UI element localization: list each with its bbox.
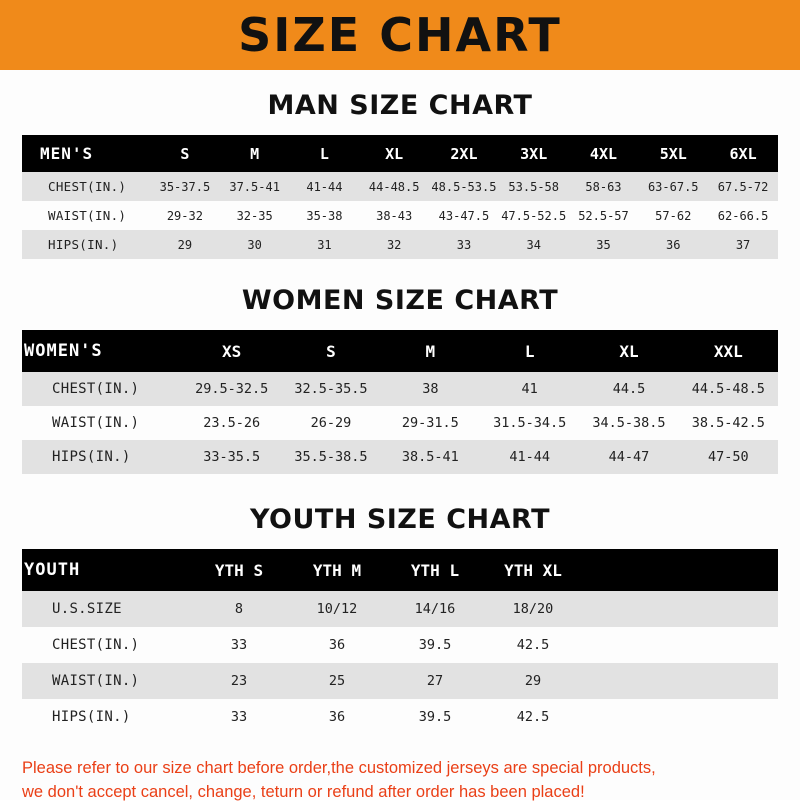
man-table-body	[22, 172, 778, 259]
youth-col-2: YTH L	[386, 549, 484, 591]
women-table-body	[22, 372, 778, 474]
women-col-5: XXL	[679, 330, 778, 372]
order-policy-note-line-2: we don't accept cancel, change, teturn or refund after order has been placed!	[22, 782, 585, 801]
women-cell-2-2: 38.5-41	[381, 440, 480, 474]
man-cell-1-4: 43-47.5	[429, 201, 499, 230]
table-row	[22, 372, 778, 406]
man-cell-2-5: 34	[499, 230, 569, 259]
man-cell-1-6: 52.5-57	[569, 201, 639, 230]
man-cell-0-3: 44-48.5	[359, 172, 429, 201]
youth-cell-1-3: 42.5	[484, 627, 582, 663]
section-youth	[0, 504, 800, 735]
page-banner	[0, 0, 800, 70]
man-cell-2-2: 31	[290, 230, 360, 259]
youth-cell-3-0: 33	[190, 699, 288, 735]
order-policy-note	[22, 757, 778, 805]
youth-table-head	[22, 549, 778, 591]
youth-col-5	[680, 549, 778, 591]
youth-cell-2-4	[582, 663, 680, 699]
man-cell-1-2: 35-38	[290, 201, 360, 230]
youth-cell-3-3: 42.5	[484, 699, 582, 735]
youth-cell-1-0: 33	[190, 627, 288, 663]
table-header-row	[22, 330, 778, 372]
youth-cell-2-1: 25	[288, 663, 386, 699]
man-table-head	[22, 135, 778, 172]
women-col-0: XS	[182, 330, 281, 372]
man-cell-0-6: 58-63	[569, 172, 639, 201]
man-row-0-label: CHEST(IN.)	[22, 172, 150, 201]
women-cell-1-5: 38.5-42.5	[679, 406, 778, 440]
man-col-6: 4XL	[569, 135, 639, 172]
youth-row-2-label: WAIST(IN.)	[22, 663, 190, 699]
women-size-table	[22, 330, 778, 474]
man-cell-0-5: 53.5-58	[499, 172, 569, 201]
youth-cell-0-3: 18/20	[484, 591, 582, 627]
man-cell-2-8: 37	[708, 230, 778, 259]
women-cell-2-0: 33-35.5	[182, 440, 281, 474]
youth-size-table	[22, 549, 778, 735]
table-row	[22, 663, 778, 699]
man-col-1: M	[220, 135, 290, 172]
man-size-table	[22, 135, 778, 259]
man-col-4: 2XL	[429, 135, 499, 172]
man-cell-1-3: 38-43	[359, 201, 429, 230]
women-row-2-label: HIPS(IN.)	[22, 440, 182, 474]
man-cell-1-5: 47.5-52.5	[499, 201, 569, 230]
table-row	[22, 699, 778, 735]
youth-cell-2-2: 27	[386, 663, 484, 699]
women-col-2: M	[381, 330, 480, 372]
table-row	[22, 406, 778, 440]
man-cell-1-8: 62-66.5	[708, 201, 778, 230]
section-women	[0, 285, 800, 474]
youth-cell-3-2: 39.5	[386, 699, 484, 735]
man-cell-2-6: 35	[569, 230, 639, 259]
man-col-7: 5XL	[638, 135, 708, 172]
man-cell-0-1: 37.5-41	[220, 172, 290, 201]
man-cell-1-1: 32-35	[220, 201, 290, 230]
youth-cell-0-2: 14/16	[386, 591, 484, 627]
man-cell-0-4: 48.5-53.5	[429, 172, 499, 201]
youth-cell-1-2: 39.5	[386, 627, 484, 663]
man-cell-0-8: 67.5-72	[708, 172, 778, 201]
man-col-0: S	[150, 135, 220, 172]
man-cell-1-0: 29-32	[150, 201, 220, 230]
youth-cell-1-1: 36	[288, 627, 386, 663]
youth-cell-3-5	[680, 699, 778, 735]
table-header-row	[22, 135, 778, 172]
women-cell-0-4: 44.5	[579, 372, 678, 406]
man-row-header-label: MEN'S	[22, 135, 150, 172]
man-cell-0-2: 41-44	[290, 172, 360, 201]
women-row-1-label: WAIST(IN.)	[22, 406, 182, 440]
man-row-1-label: WAIST(IN.)	[22, 201, 150, 230]
table-row	[22, 172, 778, 201]
youth-cell-3-1: 36	[288, 699, 386, 735]
section-title-women: WOMEN SIZE CHART	[241, 285, 559, 316]
man-cell-2-4: 33	[429, 230, 499, 259]
women-col-3: L	[480, 330, 579, 372]
youth-cell-0-5	[680, 591, 778, 627]
women-cell-0-0: 29.5-32.5	[182, 372, 281, 406]
women-cell-2-3: 41-44	[480, 440, 579, 474]
youth-cell-0-1: 10/12	[288, 591, 386, 627]
women-table-head	[22, 330, 778, 372]
man-col-3: XL	[359, 135, 429, 172]
man-col-5: 3XL	[499, 135, 569, 172]
youth-cell-2-5	[680, 663, 778, 699]
women-cell-1-1: 26-29	[281, 406, 380, 440]
section-man	[0, 90, 800, 259]
youth-cell-0-4	[582, 591, 680, 627]
section-title-man: MAN SIZE CHART	[267, 90, 533, 121]
women-cell-1-2: 29-31.5	[381, 406, 480, 440]
man-col-8: 6XL	[708, 135, 778, 172]
man-cell-2-3: 32	[359, 230, 429, 259]
youth-row-0-label: U.S.SIZE	[22, 591, 190, 627]
youth-cell-1-5	[680, 627, 778, 663]
youth-cell-2-3: 29	[484, 663, 582, 699]
youth-col-0: YTH S	[190, 549, 288, 591]
youth-cell-0-0: 8	[190, 591, 288, 627]
youth-col-3: YTH XL	[484, 549, 582, 591]
man-col-2: L	[290, 135, 360, 172]
women-col-4: XL	[579, 330, 678, 372]
man-cell-2-7: 36	[638, 230, 708, 259]
section-title-youth: YOUTH SIZE CHART	[249, 504, 551, 535]
table-row	[22, 201, 778, 230]
women-cell-2-1: 35.5-38.5	[281, 440, 380, 474]
women-cell-1-4: 34.5-38.5	[579, 406, 678, 440]
man-cell-2-1: 30	[220, 230, 290, 259]
youth-cell-2-0: 23	[190, 663, 288, 699]
women-row-header-label: WOMEN'S	[22, 330, 182, 372]
table-row	[22, 230, 778, 259]
order-policy-note-line-1: Please refer to our size chart before order,the customized jerseys are special products,	[22, 759, 656, 777]
man-cell-2-0: 29	[150, 230, 220, 259]
table-row	[22, 591, 778, 627]
youth-cell-1-4	[582, 627, 680, 663]
youth-col-1: YTH M	[288, 549, 386, 591]
table-row	[22, 440, 778, 474]
table-header-row	[22, 549, 778, 591]
page-title: SIZE CHART	[238, 8, 562, 62]
women-cell-0-3: 41	[480, 372, 579, 406]
youth-row-header-label: YOUTH	[22, 549, 190, 591]
table-row	[22, 627, 778, 663]
women-cell-1-3: 31.5-34.5	[480, 406, 579, 440]
women-row-0-label: CHEST(IN.)	[22, 372, 182, 406]
youth-col-4	[582, 549, 680, 591]
women-cell-2-4: 44-47	[579, 440, 678, 474]
women-col-1: S	[281, 330, 380, 372]
youth-row-1-label: CHEST(IN.)	[22, 627, 190, 663]
man-row-2-label: HIPS(IN.)	[22, 230, 150, 259]
women-cell-0-1: 32.5-35.5	[281, 372, 380, 406]
women-cell-0-5: 44.5-48.5	[679, 372, 778, 406]
youth-table-body	[22, 591, 778, 735]
women-cell-2-5: 47-50	[679, 440, 778, 474]
youth-row-3-label: HIPS(IN.)	[22, 699, 190, 735]
man-cell-1-7: 57-62	[638, 201, 708, 230]
man-cell-0-0: 35-37.5	[150, 172, 220, 201]
women-cell-1-0: 23.5-26	[182, 406, 281, 440]
youth-cell-3-4	[582, 699, 680, 735]
women-cell-0-2: 38	[381, 372, 480, 406]
man-cell-0-7: 63-67.5	[638, 172, 708, 201]
